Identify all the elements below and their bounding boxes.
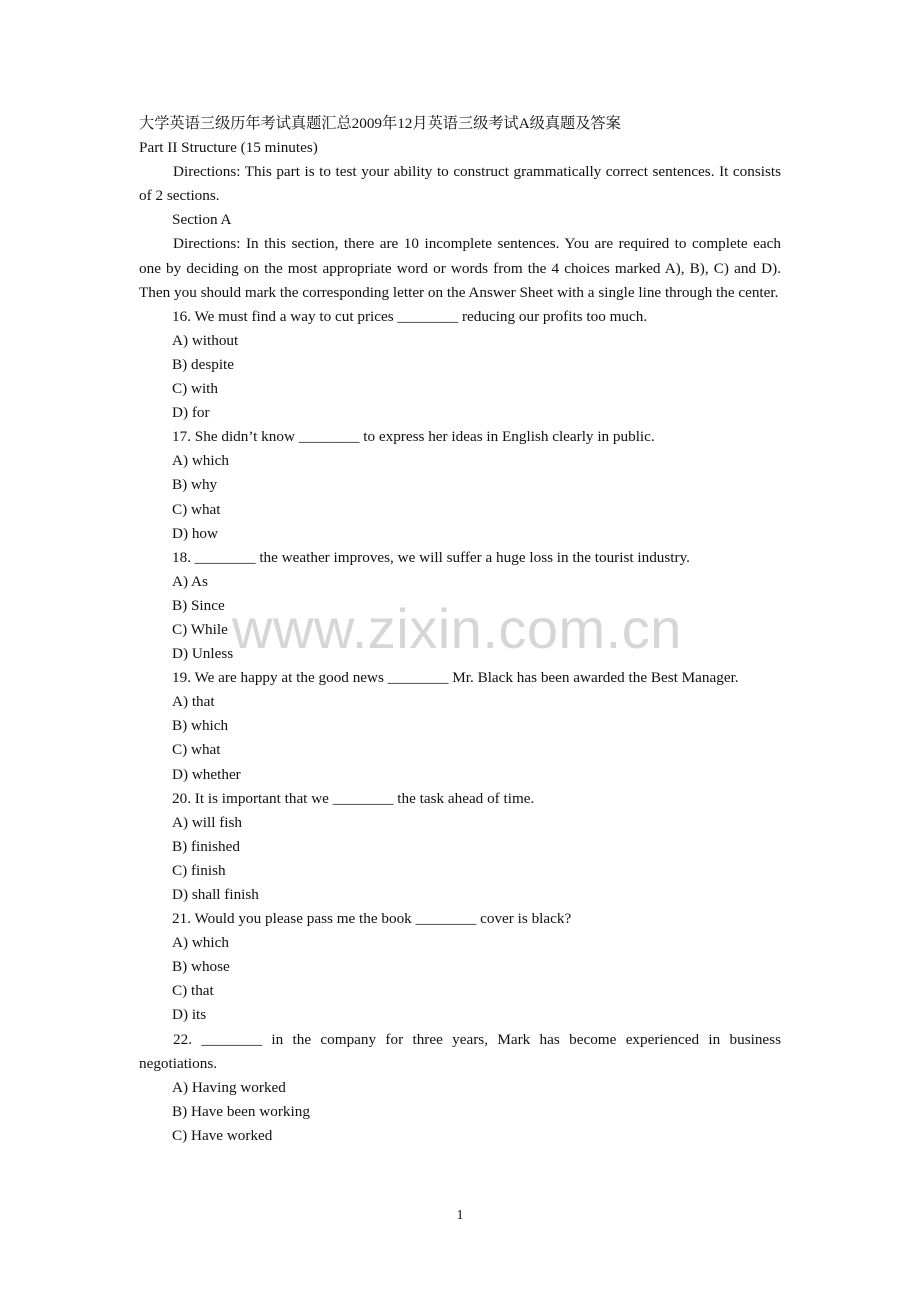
option-18-d: D) Unless [172, 645, 234, 663]
option-17-c: C) what [172, 500, 221, 518]
question-18: 18. ________ the weather improves, we will suffer a huge loss in the tourist industry. [172, 548, 690, 566]
part-heading: Part II Structure (15 minutes) [139, 139, 318, 157]
option-17-a: A) which [172, 452, 229, 470]
option-21-b: B) whose [172, 958, 230, 976]
option-21-d: D) its [172, 1006, 207, 1024]
watermark-text: www.zixin.com.cn [232, 597, 682, 660]
option-20-c: C) finish [172, 861, 226, 879]
section-directions: Directions: In this section, there are 10 incomplete sentences. You are required to complete each one by deciding on the most appropriate word or words from the 4 choices marked A), B), C) and D). Then you should mark the corresponding letter on the Answer Sheet with a single line through the center. [139, 235, 781, 301]
page-number: 1 [456, 1208, 464, 1223]
option-17-d: D) how [172, 524, 218, 542]
option-16-b: B) despite [172, 355, 235, 373]
question-22: 22. ________ in the company for three years, Mark has become experienced in business negotiations. [139, 1030, 781, 1072]
option-19-c: C) what [172, 741, 221, 759]
option-21-a: A) which [172, 934, 229, 952]
part-directions: Directions: This part is to test your ability to construct grammatically correct sentences. It consists of 2 sections. [139, 163, 781, 205]
option-19-b: B) which [172, 717, 229, 735]
question-20: 20. It is important that we ________ the task ahead of time. [172, 789, 535, 807]
option-20-b: B) finished [172, 837, 240, 855]
question-16: 16. We must find a way to cut prices ________ reducing our profits too much. [172, 307, 648, 325]
option-19-d: D) whether [172, 765, 241, 783]
option-21-c: C) that [172, 982, 214, 1000]
option-22-a: A) Having worked [172, 1078, 286, 1096]
option-19-a: A) that [172, 693, 215, 711]
document-title: 大学英语三级历年考试真题汇总2009年12月英语三级考试A级真题及答案 [139, 115, 621, 132]
option-20-d: D) shall finish [172, 886, 259, 903]
question-list [139, 305, 781, 1148]
section-heading: Section A [172, 211, 232, 229]
option-18-c: C) While [172, 620, 228, 638]
question-19: 19. We are happy at the good news ________ Mr. Black has been awarded the Best Manager. [172, 669, 739, 687]
option-22-c: C) Have worked [172, 1126, 273, 1144]
option-17-b: B) why [172, 476, 218, 494]
option-16-d: D) for [172, 404, 210, 422]
option-16-c: C) with [172, 380, 218, 398]
option-22-b: B) Have been working [172, 1102, 310, 1120]
option-16-a: A) without [172, 331, 239, 349]
document-content [139, 112, 781, 1148]
option-20-a: A) will fish [172, 813, 243, 831]
question-21: 21. Would you please pass me the book ________ cover is black? [172, 910, 572, 928]
document-page [139, 112, 781, 1148]
option-18-a: A) As [172, 572, 208, 590]
question-17: 17. She didn’t know ________ to express her ideas in English clearly in public. [172, 428, 655, 446]
option-18-b: B) Since [172, 596, 225, 614]
